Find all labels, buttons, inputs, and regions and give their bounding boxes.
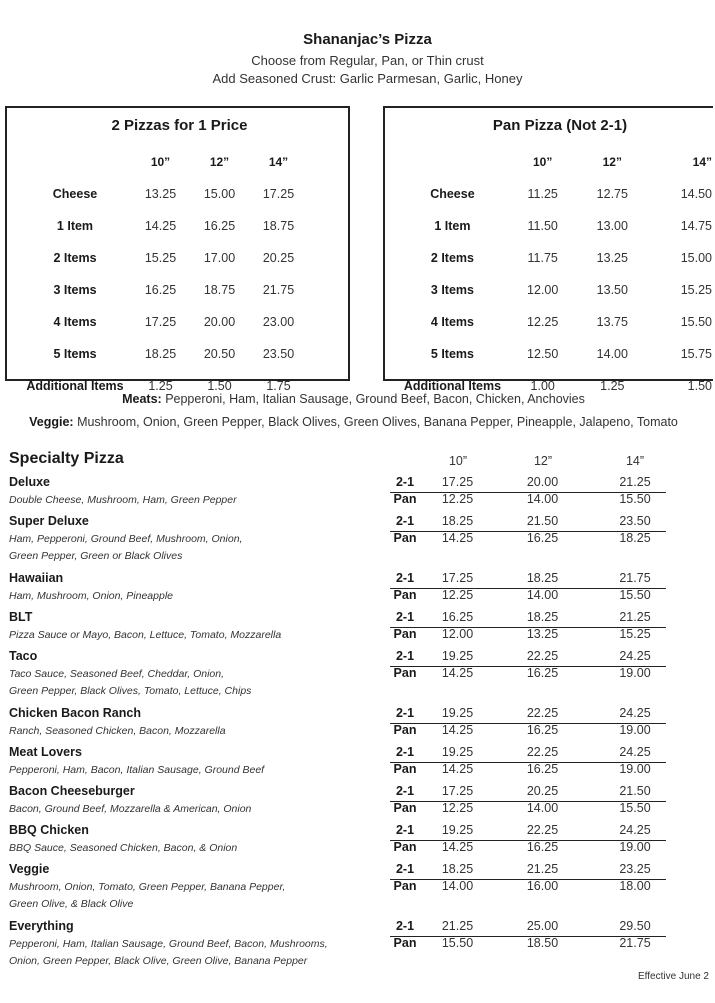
price-cell: 17.25: [262, 187, 295, 201]
price-type-label: 2-1: [395, 610, 415, 624]
item-count-label: 2 Items: [53, 251, 97, 265]
item-count-label: 3 Items: [430, 283, 474, 297]
price-cell: 16.25: [203, 219, 236, 233]
price-cell: 15.25: [619, 627, 651, 641]
pan-price-row: [390, 840, 666, 857]
item-count-label: 5 Items: [430, 347, 474, 361]
item-count-label: Cheese: [52, 187, 98, 201]
meat-toppings: [0, 392, 707, 406]
price-type-label: Pan: [393, 879, 417, 893]
price-cell: 14.25: [441, 666, 474, 680]
two-for-one-title: 2 Pizzas for 1 Price: [111, 117, 248, 134]
price-cell: 16.25: [526, 840, 559, 854]
price-cell: 24.25: [619, 649, 651, 663]
price-cell: 12.75: [596, 187, 628, 201]
pizza-description: [9, 723, 339, 740]
price-cell: 17.25: [441, 571, 474, 585]
pizza-description: [9, 492, 339, 509]
price-type-label: Pan: [393, 588, 417, 602]
price-cell: 20.50: [203, 347, 236, 361]
price-cell: 14.75: [680, 219, 712, 233]
veggie-list: Mushroom, Onion, Green Pepper, Black Olives, Green Olives, Banana Pepper, Pineapple, Jalapeno, Tomato: [77, 415, 678, 429]
price-cell: 12.25: [441, 801, 474, 815]
price-type-label: Pan: [393, 531, 417, 545]
pizza-name: Taco: [9, 649, 38, 663]
price-cell: 22.25: [526, 823, 559, 837]
price-cell: 22.25: [526, 745, 559, 759]
specialty-item: [0, 646, 707, 703]
price-cell: 19.00: [619, 666, 651, 680]
price-cell: 19.25: [441, 706, 474, 720]
price-cell: 19.00: [619, 723, 651, 737]
description-line: Mushroom, Onion, Tomato, Green Pepper, Banana Pepper,: [9, 881, 286, 893]
price-type-label: 2-1: [395, 706, 415, 720]
price-type-label: 2-1: [395, 784, 415, 798]
item-count-label: 1 Item: [434, 219, 471, 233]
two-for-one-table: [19, 146, 308, 402]
price-type-label: 2-1: [395, 571, 415, 585]
price-type-label: 2-1: [395, 823, 415, 837]
price-cell: 29.50: [619, 919, 651, 933]
restaurant-title: Shananjac’s Pizza: [303, 31, 432, 48]
specialty-size-header: 12”: [533, 454, 553, 468]
pizza-name: Hawaiian: [9, 571, 64, 585]
price-cell: 15.50: [619, 492, 651, 506]
veggie-toppings: [0, 415, 707, 429]
price-cell: 24.25: [619, 745, 651, 759]
price-cell: 13.25: [144, 187, 177, 201]
price-cell: 1.00: [530, 379, 555, 393]
pan-price-row: [390, 531, 666, 548]
price-cell: 20.00: [203, 315, 236, 329]
meats-list: Pepperoni, Ham, Italian Sausage, Ground Beef, Bacon, Chicken, Anchovies: [165, 392, 585, 406]
pizza-description: [9, 936, 339, 970]
price-cell: 18.75: [262, 219, 295, 233]
pizza-description: [9, 588, 339, 605]
pizza-name: Everything: [9, 919, 74, 933]
price-row: [397, 338, 713, 370]
price-cell: 19.25: [441, 649, 474, 663]
item-count-label: Cheese: [430, 187, 475, 201]
item-count-label: 1 Item: [56, 219, 94, 233]
price-cell: 12.25: [441, 588, 474, 602]
size-header: 12”: [209, 155, 230, 169]
seasoned-crust-options: Add Seasoned Crust: Garlic Parmesan, Garlic, Honey: [212, 71, 523, 86]
pizza-name: Meat Lovers: [9, 745, 82, 759]
price-row: [19, 210, 308, 242]
price-cell: 14.25: [441, 723, 474, 737]
price-cell: 14.00: [596, 347, 628, 361]
price-cell: 1.50: [687, 379, 712, 393]
pizza-description: [9, 801, 339, 818]
price-cell: 21.75: [619, 571, 651, 585]
price-type-label: 2-1: [395, 862, 415, 876]
price-cell: 23.25: [619, 862, 651, 876]
two-for-one-price-row: [390, 706, 666, 724]
price-type-label: Pan: [393, 840, 417, 854]
size-header: 10”: [533, 155, 553, 169]
price-cell: 17.25: [144, 315, 177, 329]
crust-options: Choose from Regular, Pan, or Thin crust: [251, 53, 484, 68]
price-cell: 16.25: [526, 531, 559, 545]
item-count-label: Additional Items: [403, 379, 502, 393]
specialty-item: [0, 472, 707, 511]
description-line: Green Pepper, Green or Black Olives: [9, 550, 183, 562]
price-type-label: 2-1: [395, 649, 415, 663]
specialty-item: [0, 568, 707, 607]
price-cell: 24.25: [619, 823, 651, 837]
price-cell: 25.00: [526, 919, 559, 933]
price-cell: 13.25: [526, 627, 559, 641]
price-cell: 14.25: [441, 840, 474, 854]
price-cell: 1.25: [148, 379, 173, 393]
price-cell: 23.00: [262, 315, 295, 329]
price-cell: 14.00: [526, 801, 559, 815]
row-label-header: [19, 146, 131, 178]
price-cell: 16.25: [144, 283, 177, 297]
price-cell: 14.50: [680, 187, 712, 201]
two-for-one-price-row: [390, 649, 666, 667]
pan-price-row: [390, 879, 666, 896]
price-cell: 18.25: [441, 514, 474, 528]
size-header: 12”: [602, 155, 622, 169]
size-header: 14”: [692, 155, 712, 169]
price-row: [19, 242, 308, 274]
pizza-description: [9, 531, 339, 565]
pan-price-row: [390, 627, 666, 644]
pan-price-row: [390, 723, 666, 740]
price-cell: 24.25: [619, 706, 651, 720]
description-line: Ranch, Seasoned Chicken, Bacon, Mozzarella: [9, 725, 226, 737]
price-cell: 23.50: [262, 347, 295, 361]
price-type-label: Pan: [393, 801, 417, 815]
price-cell: 15.50: [680, 315, 712, 329]
pan-price-row: [390, 666, 666, 683]
item-count-label: Additional Items: [26, 379, 124, 393]
pizza-name: Bacon Cheeseburger: [9, 784, 135, 798]
pizza-name: Deluxe: [9, 475, 50, 489]
specialty-item: [0, 916, 707, 973]
size-header: 10”: [150, 155, 171, 169]
price-cell: 11.50: [527, 219, 558, 233]
price-row: [397, 210, 713, 242]
price-cell: 13.00: [596, 219, 628, 233]
price-cell: 18.25: [526, 571, 559, 585]
pizza-description: [9, 666, 339, 700]
price-cell: 18.00: [619, 879, 651, 893]
pan-pizza-table: [397, 146, 713, 402]
two-for-one-price-row: [390, 475, 666, 493]
size-header-row: [19, 146, 308, 178]
two-for-one-price-row: [390, 745, 666, 763]
price-cell: 12.50: [527, 347, 559, 361]
price-cell: 14.25: [441, 762, 474, 776]
price-cell: 11.25: [527, 187, 558, 201]
price-type-label: Pan: [393, 762, 417, 776]
price-row: [397, 274, 713, 306]
price-cell: 16.00: [526, 879, 559, 893]
price-row: [397, 242, 713, 274]
specialty-item: [0, 703, 707, 742]
pizza-description: [9, 627, 339, 644]
price-cell: 21.25: [619, 475, 651, 489]
price-cell: 19.25: [441, 745, 474, 759]
two-for-one-price-row: [390, 784, 666, 802]
pan-pizza-box: [383, 106, 713, 393]
price-cell: 17.00: [203, 251, 236, 265]
price-cell: 19.25: [441, 823, 474, 837]
item-count-label: 5 Items: [53, 347, 97, 361]
price-cell: 12.25: [527, 315, 559, 329]
two-for-one-price-row: [390, 514, 666, 532]
price-row: [19, 338, 308, 370]
price-type-label: Pan: [393, 666, 417, 680]
row-label-header: [397, 146, 508, 178]
price-row: [19, 178, 308, 210]
price-cell: 18.25: [144, 347, 177, 361]
veggie-label: Veggie:: [29, 415, 74, 429]
specialty-item: [0, 607, 707, 646]
price-cell: 20.00: [526, 475, 559, 489]
price-cell: 15.00: [680, 251, 712, 265]
size-header: 14”: [268, 155, 289, 169]
pizza-name: Veggie: [9, 862, 50, 876]
pizza-name: BLT: [9, 610, 33, 624]
price-cell: 23.50: [619, 514, 651, 528]
price-cell: 13.25: [596, 251, 628, 265]
item-count-label: 4 Items: [430, 315, 474, 329]
description-line: Pizza Sauce or Mayo, Bacon, Lettuce, Tomato, Mozzarella: [9, 629, 282, 641]
price-cell: 19.00: [619, 840, 651, 854]
price-row: [19, 274, 308, 306]
two-for-one-box: [5, 106, 350, 393]
pan-price-row: [390, 588, 666, 605]
price-cell: 21.75: [262, 283, 295, 297]
price-cell: 14.00: [441, 879, 474, 893]
price-cell: 14.00: [526, 588, 559, 602]
price-type-label: Pan: [393, 936, 417, 950]
price-cell: 18.25: [526, 610, 559, 624]
pan-price-row: [390, 762, 666, 779]
description-line: Green Pepper, Black Olives, Tomato, Lettuce, Chips: [9, 685, 252, 697]
price-cell: 15.00: [203, 187, 236, 201]
price-cell: 21.50: [526, 514, 559, 528]
pizza-name: Chicken Bacon Ranch: [9, 706, 141, 720]
price-cell: 19.00: [619, 762, 651, 776]
item-count-label: 3 Items: [53, 283, 97, 297]
pizza-name: Super Deluxe: [9, 514, 89, 528]
pan-price-row: [390, 936, 666, 953]
price-row: [397, 178, 713, 210]
pizza-description: [9, 879, 339, 913]
pan-price-row: [390, 492, 666, 509]
specialty-item: [0, 859, 707, 916]
price-cell: 15.75: [680, 347, 712, 361]
price-cell: 18.75: [203, 283, 236, 297]
price-cell: 22.25: [526, 649, 559, 663]
price-cell: 14.25: [144, 219, 177, 233]
price-cell: 11.75: [527, 251, 558, 265]
price-cell: 17.25: [441, 475, 474, 489]
price-cell: 12.00: [527, 283, 559, 297]
price-cell: 14.25: [441, 531, 474, 545]
item-count-label: 2 Items: [430, 251, 474, 265]
two-for-one-price-row: [390, 610, 666, 628]
price-row: [19, 306, 308, 338]
size-header-row: [397, 146, 713, 178]
price-cell: 1.75: [266, 379, 291, 393]
price-cell: 18.50: [526, 936, 559, 950]
price-cell: 14.00: [526, 492, 559, 506]
pan-pizza-title: Pan Pizza (Not 2-1): [492, 117, 628, 134]
price-cell: 16.25: [526, 723, 559, 737]
description-line: Green Olive, & Black Olive: [9, 898, 134, 910]
price-cell: 1.25: [600, 379, 625, 393]
pizza-description: [9, 840, 339, 857]
price-type-label: 2-1: [395, 514, 415, 528]
price-cell: 21.50: [619, 784, 651, 798]
description-line: Bacon, Ground Beef, Mozzarella & American, Onion: [9, 803, 252, 815]
price-cell: 15.50: [619, 588, 651, 602]
price-type-label: Pan: [393, 723, 417, 737]
specialty-pizza-list: [0, 472, 707, 973]
price-cell: 15.50: [619, 801, 651, 815]
price-cell: 1.50: [207, 379, 232, 393]
price-type-label: 2-1: [395, 745, 415, 759]
price-cell: 12.00: [441, 627, 474, 641]
meats-label: Meats:: [122, 392, 162, 406]
price-cell: 15.50: [441, 936, 474, 950]
price-cell: 16.25: [526, 666, 559, 680]
price-cell: 21.25: [619, 610, 651, 624]
price-cell: 15.25: [680, 283, 712, 297]
description-line: Taco Sauce, Seasoned Beef, Cheddar, Onion,: [9, 668, 225, 680]
description-line: Ham, Pepperoni, Ground Beef, Mushroom, Onion,: [9, 533, 243, 545]
specialty-item: [0, 511, 707, 568]
two-for-one-price-row: [390, 862, 666, 880]
menu-header: [0, 30, 707, 88]
price-cell: 13.50: [596, 283, 628, 297]
description-line: Pepperoni, Ham, Bacon, Italian Sausage, Ground Beef: [9, 764, 265, 776]
description-line: BBQ Sauce, Seasoned Chicken, Bacon, & Onion: [9, 842, 238, 854]
price-type-label: 2-1: [395, 919, 415, 933]
price-cell: 15.25: [144, 251, 177, 265]
price-row: [397, 306, 713, 338]
price-cell: 21.25: [441, 919, 474, 933]
pizza-name: BBQ Chicken: [9, 823, 89, 837]
description-line: Pepperoni, Ham, Italian Sausage, Ground Beef, Bacon, Mushrooms,: [9, 938, 328, 950]
item-count-label: 4 Items: [53, 315, 97, 329]
specialty-size-header: 10”: [448, 454, 468, 468]
price-type-label: Pan: [393, 627, 417, 641]
price-cell: 18.25: [619, 531, 651, 545]
specialty-item: [0, 742, 707, 781]
specialty-pizza-title: Specialty Pizza: [9, 450, 124, 467]
two-for-one-price-row: [390, 571, 666, 589]
description-line: Onion, Green Pepper, Black Olive, Green Olive, Banana Pepper: [9, 955, 308, 967]
pizza-description: [9, 762, 339, 779]
price-type-label: Pan: [393, 492, 417, 506]
price-cell: 21.75: [619, 936, 651, 950]
price-cell: 12.25: [441, 492, 474, 506]
price-cell: 17.25: [441, 784, 474, 798]
specialty-item: [0, 820, 707, 859]
price-cell: 18.25: [441, 862, 474, 876]
price-type-label: 2-1: [395, 475, 415, 489]
two-for-one-price-row: [390, 919, 666, 937]
price-cell: 20.25: [526, 784, 559, 798]
price-cell: 16.25: [441, 610, 474, 624]
specialty-item: [0, 781, 707, 820]
description-line: Double Cheese, Mushroom, Ham, Green Pepper: [9, 494, 237, 506]
description-line: Ham, Mushroom, Onion, Pineapple: [9, 590, 173, 602]
pan-price-row: [390, 801, 666, 818]
price-cell: 21.25: [526, 862, 559, 876]
price-cell: 22.25: [526, 706, 559, 720]
price-cell: 20.25: [262, 251, 295, 265]
effective-date: Effective June 2: [638, 971, 709, 982]
price-cell: 13.75: [596, 315, 628, 329]
price-cell: 16.25: [526, 762, 559, 776]
two-for-one-price-row: [390, 823, 666, 841]
specialty-size-header: 14”: [625, 454, 645, 468]
